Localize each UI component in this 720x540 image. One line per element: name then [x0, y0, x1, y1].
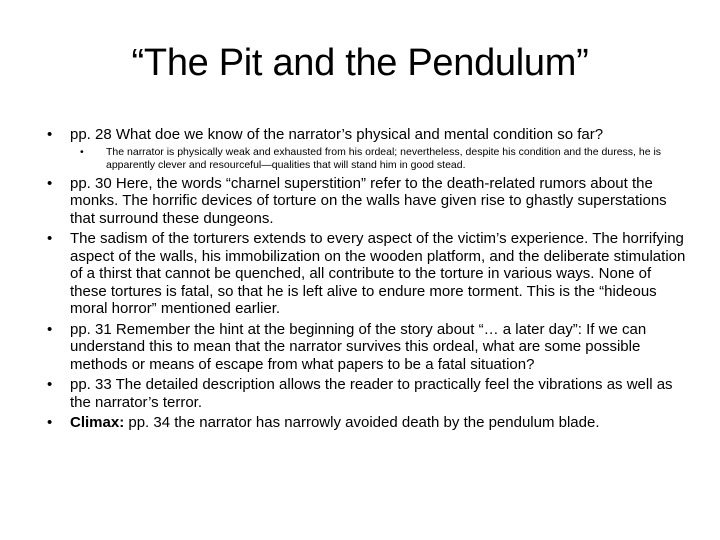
bullet-marker: •: [47, 230, 53, 247]
sub-bullet-text: The narrator is physically weak and exhausted from his ordeal; nevertheless, despite his condition and the duress, he is apparently clever and resourceful—qualities that will stand him in good stead.: [106, 145, 662, 171]
bullet-item: [47, 230, 687, 318]
bullet-marker: •: [47, 376, 53, 393]
bullet-item: [47, 321, 687, 374]
bullet-marker: •: [47, 174, 53, 192]
bullet-marker: •: [47, 414, 53, 431]
bullet-list: [47, 126, 687, 435]
climax-label: Climax:: [70, 414, 125, 431]
bullet-text: pp. 30 Here, the words “charnel superstition” refer to the death-related rumors about the monks. The horrific devices of torture on the walls have given rise to ghastly superstations that surround these dungeons.: [70, 174, 667, 227]
sub-bullet-marker: •: [80, 145, 84, 158]
bullet-item: [47, 126, 687, 172]
bullet-text: pp. 34 the narrator has narrowly avoided death by the pendulum blade.: [124, 414, 600, 431]
sub-bullet-list: [70, 146, 687, 172]
bullet-text: pp. 28 What doe we know of the narrator’s physical and mental condition so far?: [70, 126, 604, 143]
bullet-marker: •: [47, 126, 53, 143]
sub-bullet-item: [76, 146, 687, 172]
bullet-text: pp. 31 Remember the hint at the beginning of the story about “… a later day”: If we can understand this to mean that the narrator survives this ordeal, what are some possible methods or means of escape from what papers to be a fatal situation?: [70, 320, 647, 373]
bullet-marker: •: [47, 320, 53, 338]
bullet-item: [47, 414, 687, 432]
bullet-item: [47, 376, 687, 411]
bullet-text: pp. 33 The detailed description allows the reader to practically feel the vibrations as well as the narrator’s terror.: [70, 376, 673, 411]
bullet-item: [47, 175, 687, 228]
slide-title: “The Pit and the Pendulum”: [131, 42, 589, 84]
bullet-text: The sadism of the torturers extends to every aspect of the victim’s experience. The horrifying aspect of the walls, his immobilization on the wooden platform, and the deliberate stimulation of a thirst that cannot be quenched, all contribute to the torture in various ways. None of these tortures is fatal, so that he is left alive to endure more torment. This is the “hideous moral horror” mentioned earlier.: [70, 230, 686, 317]
